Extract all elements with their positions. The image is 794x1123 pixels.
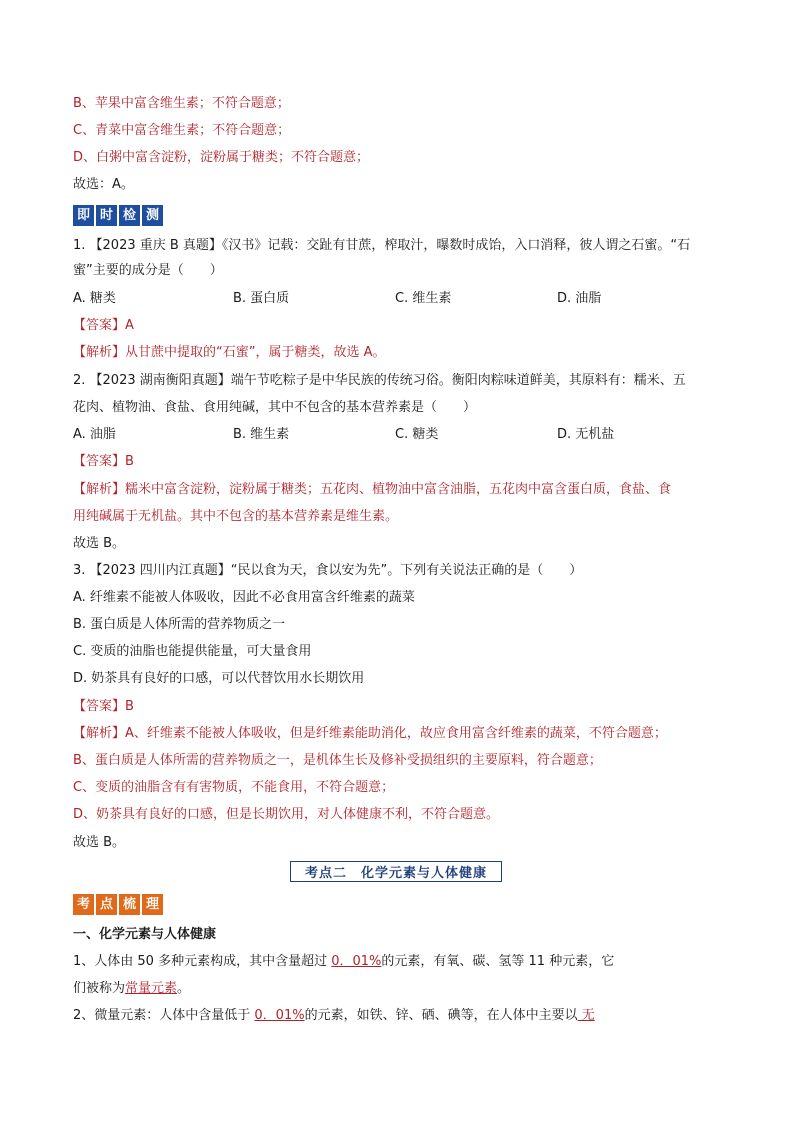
text: 们被称为 [73, 981, 126, 996]
q1-answer [73, 317, 134, 335]
section-title: 考点二 化学元素与人体健康 [290, 861, 502, 882]
answer-value: A [125, 318, 134, 333]
q3-analysis-line2: B、蛋白质是人体所需的营养物质之一，是机体生长及修补受损组织的主要原料，符合题意； [73, 753, 602, 768]
q2-analysis-line2: 用纯碱属于无机盐。其中不包含的基本营养素是维生素。 [73, 509, 399, 524]
q3-choice: 故选 B。 [73, 835, 126, 850]
underlined-term: 无 [577, 1008, 595, 1023]
paragraph-2-line1 [73, 1007, 595, 1025]
underlined-value: 0．01% [331, 954, 382, 969]
q3-answer [73, 698, 134, 716]
analysis-label: 【解析】 [73, 345, 126, 360]
q3-stem: 3. 【2023 四川内江真题】“民以食为天，食以安为先”。下列有关说法正确的是（ ） [73, 563, 583, 578]
badge-char: 梳 [119, 894, 140, 915]
top-choice: 故选：A。 [73, 177, 134, 192]
analysis-text: 从甘蔗中提取的“石蜜”，属于糖类，故选 A。 [125, 345, 386, 360]
q3-analysis-line3: C、变质的油脂含有有害物质，不能食用，不符合题意； [73, 780, 395, 795]
key-points-badge [73, 894, 163, 915]
q3-option-d: D. 奶茶具有良好的口感，可以代替饮用水长期饮用 [73, 671, 365, 686]
answer-label: 【答案】 [73, 699, 126, 714]
badge-char: 测 [142, 205, 163, 226]
answer-value: B [125, 699, 134, 714]
part-heading: 一、化学元素与人体健康 [73, 927, 217, 942]
q1-option-c: C. 维生素 [395, 291, 452, 306]
q2-option-d: D. 无机盐 [557, 427, 615, 442]
text: 的元素，如铁、锌、硒、碘等，在人体中主要以 [304, 1008, 578, 1023]
badge-char: 即 [73, 205, 94, 226]
top-option-d: D、白粥中富含淀粉，淀粉属于糖类；不符合题意； [73, 150, 370, 165]
q1-stem-line1: 1. 【2023 重庆 B 真题】《汉书》记载：交趾有甘蔗，榨取汁，曝数时成饴，入口消释，彼人谓之石蜜。“石 [73, 238, 691, 253]
answer-value: B [125, 454, 134, 469]
instant-check-badge [73, 205, 163, 226]
q3-option-b: B. 蛋白质是人体所需的营养物质之一 [73, 617, 286, 632]
q3-option-c: C. 变质的油脂也能提供能量，可大量食用 [73, 644, 312, 659]
badge-char: 点 [96, 894, 117, 915]
q2-option-c: C. 糖类 [395, 427, 439, 442]
badge-char: 检 [119, 205, 140, 226]
top-option-b: B、苹果中富含维生素；不符合题意； [73, 96, 290, 111]
q2-option-a: A. 油脂 [73, 427, 116, 442]
q2-stem-line1: 2. 【2023 湖南衡阳真题】端午节吃粽子是中华民族的传统习俗。衡阳肉粽味道鲜美，其原料有：糯米、五 [73, 373, 686, 388]
badge-char: 考 [73, 894, 94, 915]
q1-option-b: B. 蛋白质 [233, 291, 290, 306]
underlined-value: 0．01% [254, 1008, 305, 1023]
answer-label: 【答案】 [73, 318, 126, 333]
q3-analysis-line1 [73, 725, 667, 743]
q1-analysis [73, 344, 386, 362]
top-option-c: C、青菜中富含维生素；不符合题意； [73, 123, 291, 138]
text: 的元素，有氧、碳、氢等 11 种元素，它 [381, 954, 615, 969]
q2-stem-line2: 花肉、植物油、食盐、食用纯碱，其中不包含的基本营养素是（ ） [73, 400, 477, 415]
text: 1、人体由 50 多种元素构成，其中含量超过 [73, 954, 332, 969]
q3-analysis-line4: D、奶茶具有良好的口感，但是长期饮用，对人体健康不利，不符合题意。 [73, 807, 500, 822]
badge-char: 时 [96, 205, 117, 226]
q2-analysis-line1 [73, 481, 671, 499]
q1-stem-line2: 蜜”主要的成分是（ ） [73, 263, 223, 278]
q2-answer [73, 453, 134, 471]
text: 2、微量元素：人体中含量低于 [73, 1008, 255, 1023]
paragraph-1-line2 [73, 980, 190, 998]
q1-option-d: D. 油脂 [557, 291, 602, 306]
q1-option-a: A. 糖类 [73, 291, 116, 306]
analysis-label: 【解析】 [73, 482, 126, 497]
q3-option-a: A. 纤维素不能被人体吸收，因此不必食用富含纤维素的蔬菜 [73, 590, 415, 605]
paragraph-1-line1 [73, 953, 614, 971]
answer-label: 【答案】 [73, 454, 126, 469]
q2-choice: 故选 B。 [73, 536, 126, 551]
analysis-label: 【解析】 [73, 726, 126, 741]
underlined-term: 常量元素 [125, 981, 178, 996]
analysis-text: 糯米中富含淀粉，淀粉属于糖类；五花肉、植物油中富含油脂，五花肉中富含蛋白质，食盐、食 [125, 482, 672, 497]
q2-option-b: B. 维生素 [233, 427, 290, 442]
text: 。 [177, 981, 191, 996]
analysis-text: A、纤维素不能被人体吸收，但是纤维素能助消化，故应食用富含纤维素的蔬菜，不符合题意； [125, 726, 667, 741]
badge-char: 理 [142, 894, 163, 915]
